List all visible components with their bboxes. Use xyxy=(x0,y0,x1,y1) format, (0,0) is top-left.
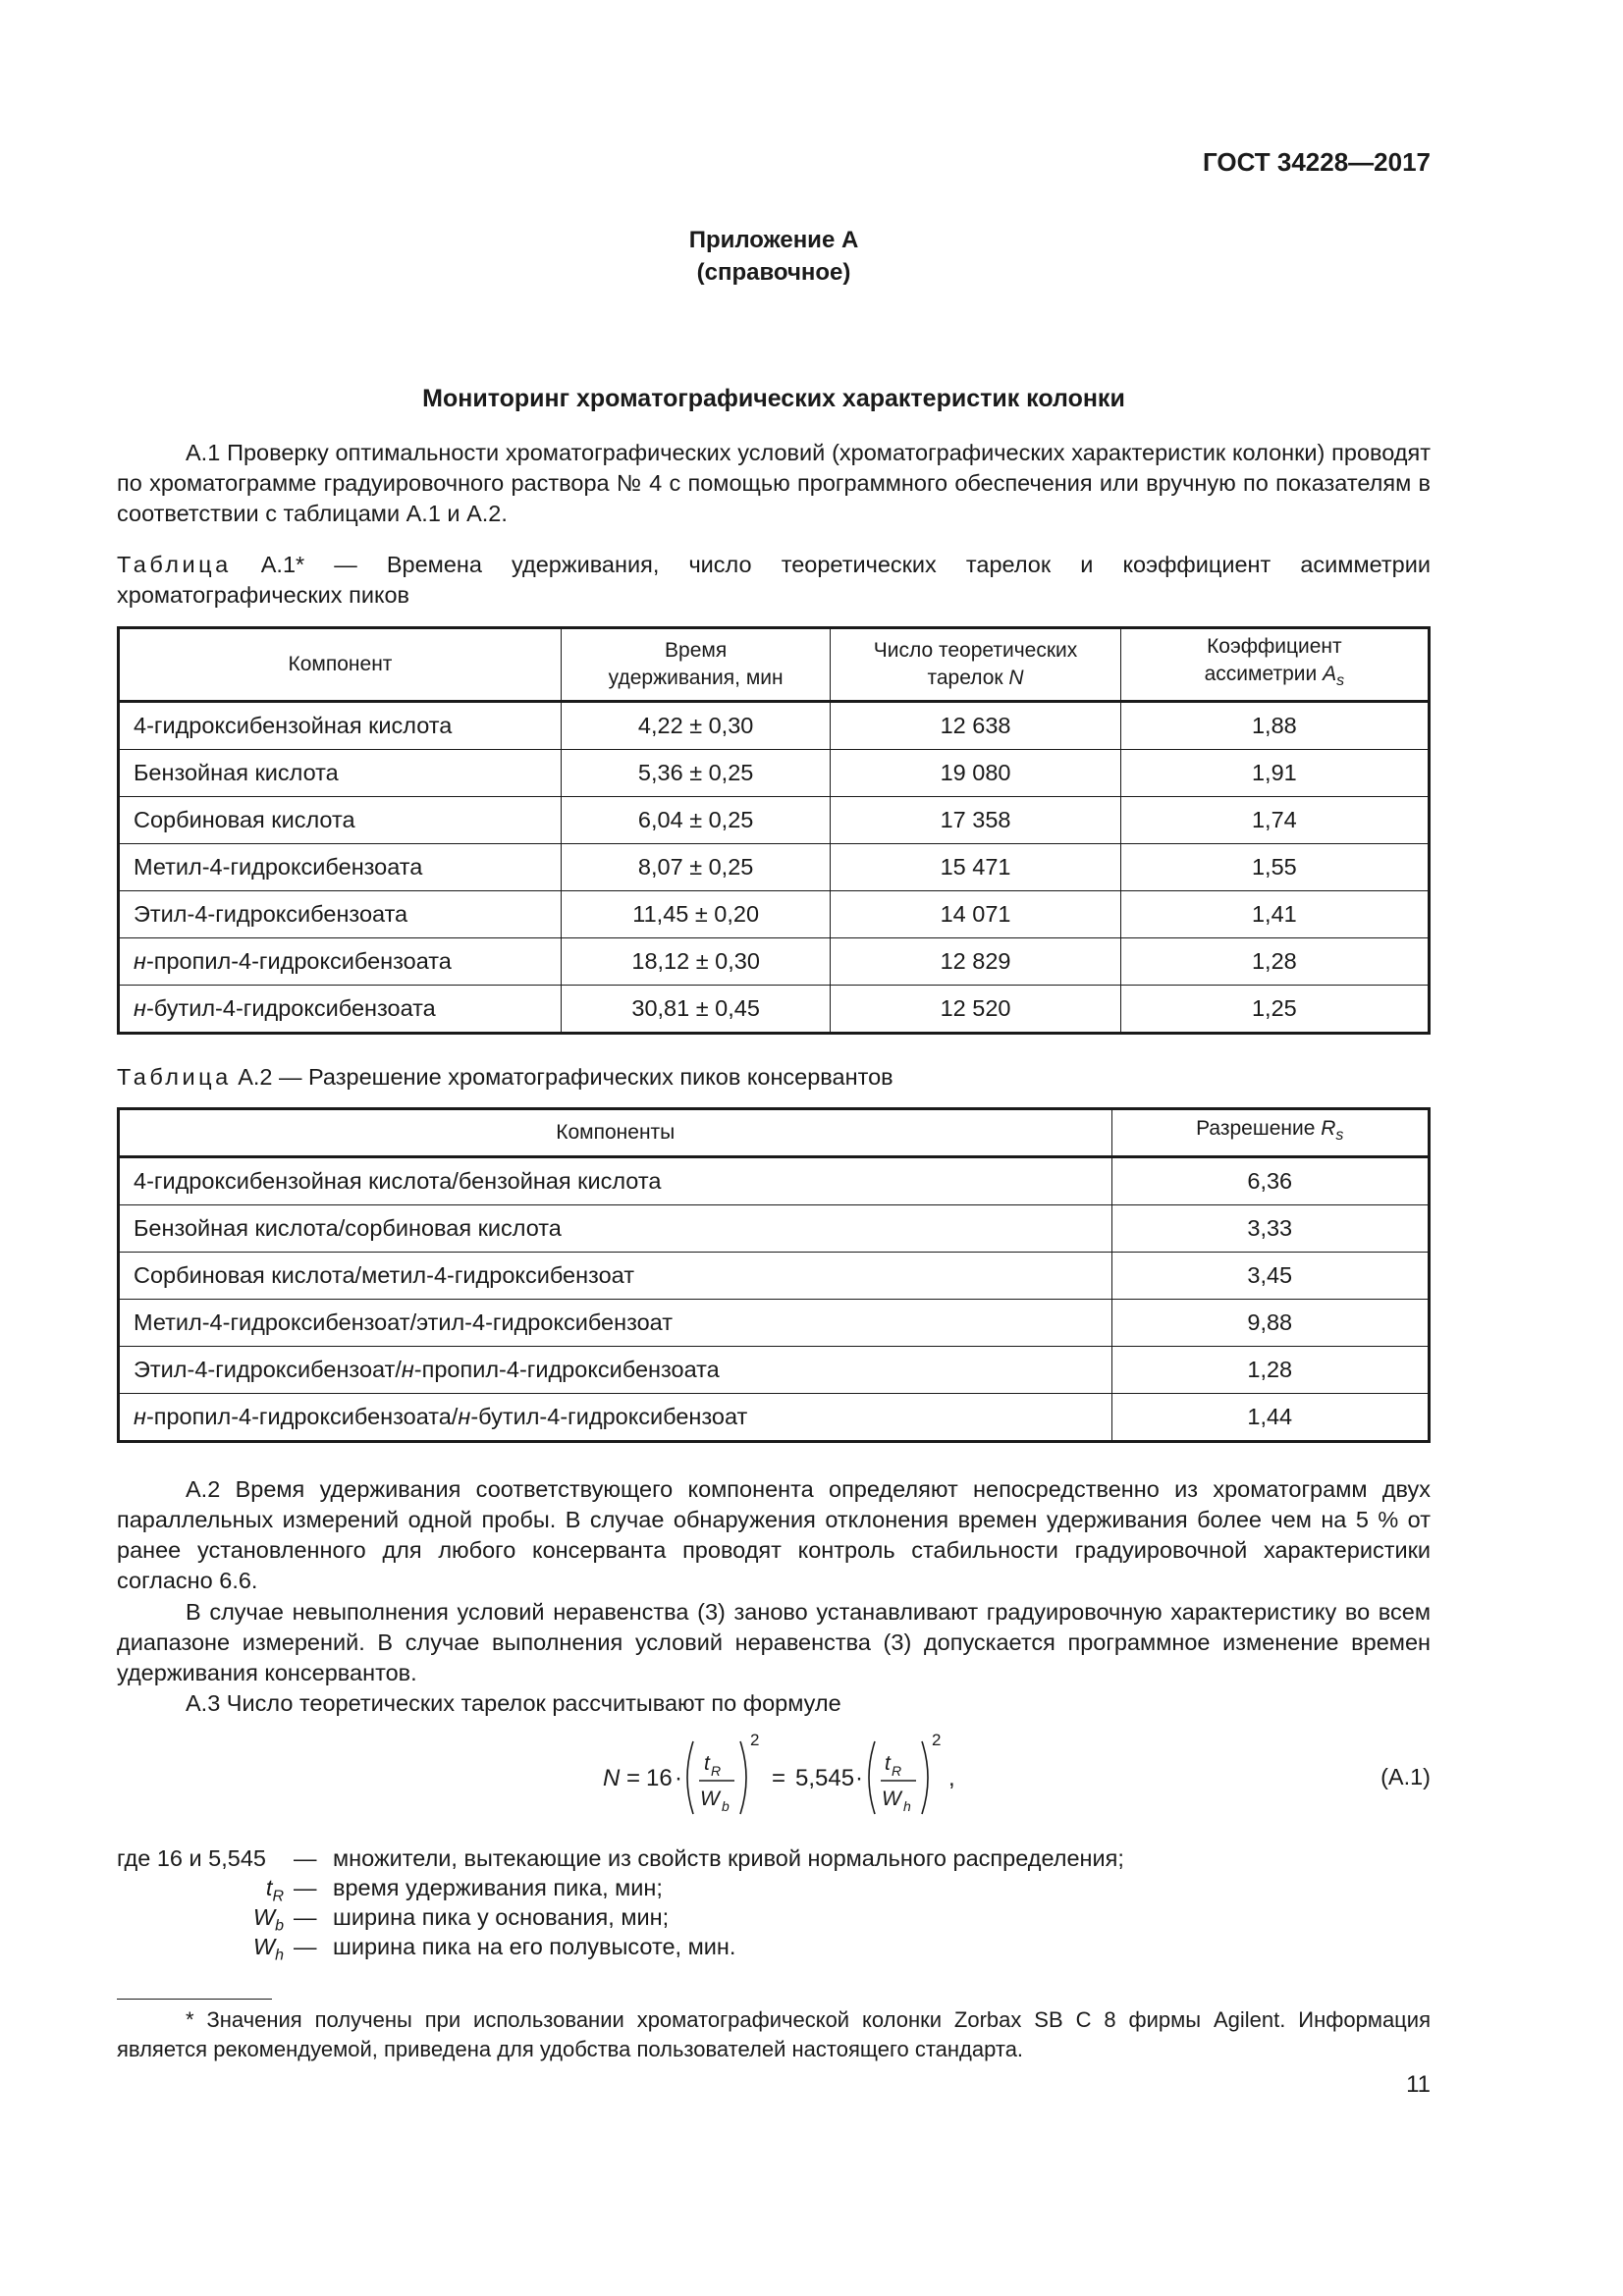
formula-dot2: · xyxy=(855,1765,863,1791)
cell-component: Бензойная кислота xyxy=(119,750,562,797)
page-number: 11 xyxy=(1406,2071,1431,2098)
formula-k1: 16 xyxy=(646,1765,673,1791)
cell-component: Метил-4-гидроксибензоата xyxy=(119,844,562,891)
table-row xyxy=(119,1394,1430,1442)
legend-symbol: $W_h$ xyxy=(252,1934,284,1964)
formula-dot1: · xyxy=(675,1765,682,1791)
formula-num2: t xyxy=(885,1752,891,1775)
appendix-label: Приложение А xyxy=(688,227,859,253)
cell-asymmetry: 1,91 xyxy=(1120,750,1429,797)
table-retention-times xyxy=(117,626,1431,1035)
cell-retention-time: 18,12 ± 0,30 xyxy=(561,938,830,986)
formula-number: (А.1) xyxy=(1380,1764,1431,1789)
appendix-heading xyxy=(117,224,1431,289)
table1-header-row xyxy=(119,628,1430,702)
cell-asymmetry: 1,25 xyxy=(1120,986,1429,1034)
standard-code: ГОСТ 34228—2017 xyxy=(1203,147,1431,177)
table1-header-plates: Число теоретических тарелок N xyxy=(831,628,1120,702)
legend-dash: — xyxy=(294,1845,317,1871)
table2-caption xyxy=(117,1062,1431,1093)
table1-caption-text: А.1* — Времена удерживания, число теоретических тарелок и коэффициент асимметрии хроматографических пиков xyxy=(117,552,1431,608)
table2-caption-word: Таблица xyxy=(117,1064,232,1090)
cell-component: н-бутил-4-гидроксибензоата xyxy=(119,986,562,1034)
cell-retention-time: 11,45 ± 0,20 xyxy=(561,891,830,938)
table2-caption-text: А.2 — Разрешение хроматографических пиков консервантов xyxy=(238,1064,893,1090)
cell-component-pair: н-пропил-4-гидроксибензоата/н-бутил-4-гидроксибензоат xyxy=(119,1394,1112,1442)
cell-component-pair: Этил-4-гидроксибензоат/н-пропил-4-гидроксибензоата xyxy=(119,1347,1112,1394)
legend-text: множители, вытекающие из свойств кривой нормального распределения; xyxy=(333,1845,1124,1871)
cell-resolution: 6,36 xyxy=(1111,1157,1429,1205)
cell-plates: 12 520 xyxy=(831,986,1120,1034)
legend-text: ширина пика на его полувысоте, мин. xyxy=(333,1934,736,1959)
table1-header-component: Компонент xyxy=(119,628,562,702)
table-row xyxy=(119,1300,1430,1347)
cell-resolution: 3,33 xyxy=(1111,1205,1429,1253)
cell-resolution: 1,28 xyxy=(1111,1347,1429,1394)
formula-theoretical-plates xyxy=(603,1728,1094,1822)
cell-component-pair: Сорбиновая кислота/метил-4-гидроксибензоат xyxy=(119,1253,1112,1300)
cell-component-pair: Метил-4-гидроксибензоат/этил-4-гидроксибензоат xyxy=(119,1300,1112,1347)
cell-plates: 14 071 xyxy=(831,891,1120,938)
table-row xyxy=(119,1347,1430,1394)
formula-num1: t xyxy=(704,1752,710,1775)
cell-asymmetry: 1,88 xyxy=(1120,702,1429,750)
footnote-separator xyxy=(117,1999,272,2000)
cell-asymmetry: 1,28 xyxy=(1120,938,1429,986)
cell-component-pair: 4-гидроксибензойная кислота/бензойная кислота xyxy=(119,1157,1112,1205)
table-row xyxy=(119,797,1430,844)
cell-component: н-пропил-4-гидроксибензоата xyxy=(119,938,562,986)
formula-paren-left2 xyxy=(869,1741,875,1814)
table-row xyxy=(119,891,1430,938)
formula-power2: 2 xyxy=(932,1731,942,1749)
legend-dash: — xyxy=(294,1875,317,1900)
cell-plates: 15 471 xyxy=(831,844,1120,891)
table2-header-resolution: Разрешение $R_s$ xyxy=(1111,1109,1429,1157)
section-title: Мониторинг хроматографических характеристик колонки xyxy=(422,385,1125,412)
table1-header-asymmetry: Коэффициент ассиметрии $A_s$ xyxy=(1120,628,1429,702)
cell-plates: 17 358 xyxy=(831,797,1120,844)
footnote: * Значения получены при использовании хроматографической колонки Zorbax SB C 8 фирмы Agilent. Информация является рекомендуемой, приведена для удобства пользователей настоящего стандарта. xyxy=(117,2007,1431,2061)
table1-caption xyxy=(117,550,1431,611)
legend-text: ширина пика у основания, мин; xyxy=(333,1904,670,1930)
appendix-type: (справочное) xyxy=(696,259,851,286)
paragraph-a1: А.1 Проверку оптимальности хроматографических условий (хроматографических характеристик колонки) проводят по хроматограмме градуировочного раствора № 4 с помощью программного обеспечения или вручную по показателям в соответствии с таблицами А.1 и А.2. xyxy=(117,440,1431,526)
legend-symbol: $t_R$ xyxy=(265,1875,284,1905)
table-row xyxy=(119,1253,1430,1300)
table-row xyxy=(119,1157,1430,1205)
formula-den2: W xyxy=(882,1788,901,1810)
formula-den1: W xyxy=(700,1788,720,1810)
formula-num1-sub: R xyxy=(711,1763,722,1779)
formula-power1: 2 xyxy=(750,1731,760,1749)
cell-retention-time: 30,81 ± 0,45 xyxy=(561,986,830,1034)
legend-dash: — xyxy=(294,1904,317,1930)
formula-comma: , xyxy=(948,1765,955,1791)
cell-resolution: 9,88 xyxy=(1111,1300,1429,1347)
formula-den1-sub: b xyxy=(722,1798,730,1814)
cell-component: Этил-4-гидроксибензоата xyxy=(119,891,562,938)
cell-retention-time: 8,07 ± 0,25 xyxy=(561,844,830,891)
table-row xyxy=(119,986,1430,1034)
legend-symbol: $W_b$ xyxy=(252,1904,284,1935)
cell-resolution: 1,44 xyxy=(1111,1394,1429,1442)
paragraph-a3: А.3 Число теоретических тарелок рассчитывают по формуле xyxy=(186,1690,841,1716)
cell-component: 4-гидроксибензойная кислота xyxy=(119,702,562,750)
formula-num2-sub: R xyxy=(892,1763,902,1779)
legend-text: время удерживания пика, мин; xyxy=(333,1875,663,1900)
paragraph-a2: А.2 Время удерживания соответствующего компонента определяют непосредственно из хроматограмм двух параллельных измерений одной пробы. В случае обнаружения отклонения времен удерживания более чем на 5 % от ранее установленного для любого консерванта проводят контроль стабильности градуировочной характеристики согласно 6.6. xyxy=(117,1476,1431,1593)
cell-plates: 19 080 xyxy=(831,750,1120,797)
cell-plates: 12 829 xyxy=(831,938,1120,986)
cell-asymmetry: 1,55 xyxy=(1120,844,1429,891)
table-row xyxy=(119,750,1430,797)
legend-dash: — xyxy=(294,1934,317,1959)
paragraph-a2-continued: В случае невыполнения условий неравенства (3) заново устанавливают градуировочную характеристику во всем диапазоне измерений. В случае выполнения условий неравенства (3) допускается программное изменение времен удерживания консервантов. xyxy=(117,1599,1431,1685)
cell-plates: 12 638 xyxy=(831,702,1120,750)
table-row xyxy=(119,938,1430,986)
cell-component-pair: Бензойная кислота/сорбиновая кислота xyxy=(119,1205,1112,1253)
formula-paren-right1 xyxy=(740,1741,746,1814)
cell-resolution: 3,45 xyxy=(1111,1253,1429,1300)
table2-header-components: Компоненты xyxy=(119,1109,1112,1157)
formula-paren-left1 xyxy=(687,1741,693,1814)
formula-eq: = xyxy=(626,1765,641,1791)
cell-component: Сорбиновая кислота xyxy=(119,797,562,844)
cell-asymmetry: 1,74 xyxy=(1120,797,1429,844)
table-row xyxy=(119,702,1430,750)
table1-caption-word: Таблица xyxy=(117,552,232,577)
table-row xyxy=(119,844,1430,891)
formula-den2-sub: h xyxy=(903,1798,911,1814)
cell-retention-time: 4,22 ± 0,30 xyxy=(561,702,830,750)
table-resolution xyxy=(117,1107,1431,1443)
formula-paren-right2 xyxy=(922,1741,928,1814)
formula-lhs: N xyxy=(603,1765,621,1791)
cell-retention-time: 6,04 ± 0,25 xyxy=(561,797,830,844)
cell-asymmetry: 1,41 xyxy=(1120,891,1429,938)
table-row xyxy=(119,1205,1430,1253)
table1-header-time: Время удерживания, мин xyxy=(561,628,830,702)
legend-symbol: где 16 и 5,545 xyxy=(117,1845,266,1871)
cell-retention-time: 5,36 ± 0,25 xyxy=(561,750,830,797)
formula-k2: 5,545 xyxy=(795,1765,855,1791)
table2-header-row xyxy=(119,1109,1430,1157)
formula-eq2: = xyxy=(772,1765,786,1791)
